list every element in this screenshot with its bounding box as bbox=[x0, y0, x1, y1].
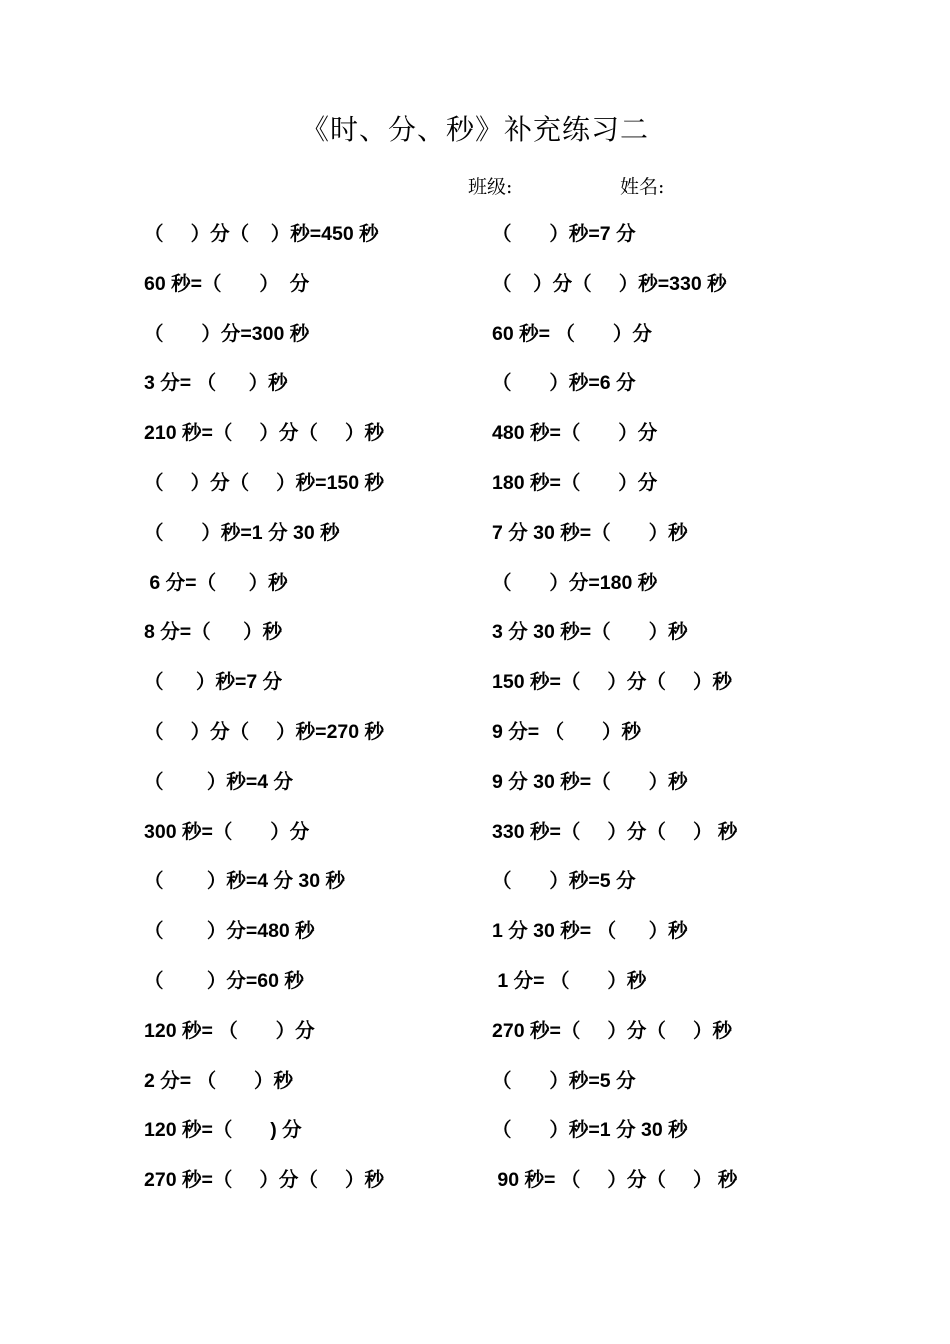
exercise-right: 60 秒= （ ）分 bbox=[492, 322, 652, 345]
exercise-left: （ ）分=60 秒 bbox=[144, 969, 304, 992]
exercise-left: 2 分= （ ）秒 bbox=[144, 1069, 293, 1092]
exercise-right: 90 秒= （ ）分（ ） 秒 bbox=[492, 1169, 738, 1192]
exercise-row bbox=[0, 856, 950, 906]
exercise-right: （ ）秒=6 分 bbox=[492, 372, 636, 395]
exercise-right: 1 分 30 秒= （ ）秒 bbox=[492, 920, 688, 943]
exercise-right: （ ）分=180 秒 bbox=[492, 571, 658, 594]
exercise-row bbox=[0, 408, 950, 458]
exercise-left: （ ）秒=1 分 30 秒 bbox=[144, 521, 340, 544]
exercise-right: （ ）秒=7 分 bbox=[492, 223, 636, 245]
exercise-row bbox=[0, 558, 950, 608]
exercise-row bbox=[0, 309, 950, 359]
exercise-row bbox=[0, 1105, 950, 1155]
exercise-right: 150 秒=（ ）分（ ）秒 bbox=[492, 671, 733, 694]
exercise-right: 270 秒=（ ）分（ ）秒 bbox=[492, 1019, 733, 1042]
exercise-row bbox=[0, 807, 950, 857]
exercise-left: 300 秒=（ ）分 bbox=[144, 820, 310, 843]
exercise-left: 120 秒= （ ）分 bbox=[144, 1019, 315, 1042]
exercise-right: 480 秒=（ ）分 bbox=[492, 422, 658, 445]
exercise-right: 180 秒=（ ）分 bbox=[492, 471, 658, 494]
exercise-list bbox=[0, 209, 950, 1205]
exercise-left: 60 秒=（ ） 分 bbox=[144, 272, 310, 295]
exercise-row bbox=[0, 1056, 950, 1106]
exercise-row bbox=[0, 607, 950, 657]
exercise-row bbox=[0, 358, 950, 408]
exercise-right: （ ）秒=1 分 30 秒 bbox=[492, 1119, 688, 1142]
exercise-right: 9 分 30 秒=（ ）秒 bbox=[492, 770, 688, 793]
class-label: 班级: bbox=[468, 176, 513, 198]
exercise-left: （ ）分=480 秒 bbox=[144, 920, 315, 943]
exercise-left: 120 秒=（ ) 分 bbox=[144, 1119, 302, 1142]
page-title: 《时、分、秒》补充练习二 bbox=[300, 113, 649, 146]
name-label: 姓名: bbox=[620, 176, 665, 198]
exercise-row bbox=[0, 458, 950, 508]
exercise-row bbox=[0, 707, 950, 757]
exercise-left: （ ）秒=7 分 bbox=[144, 671, 283, 694]
exercise-left: 270 秒=（ ）分（ ）秒 bbox=[144, 1169, 385, 1192]
exercise-row bbox=[0, 209, 950, 259]
exercise-left: 210 秒=（ ）分（ ）秒 bbox=[144, 422, 385, 445]
exercise-right: 330 秒=（ ）分（ ） 秒 bbox=[492, 820, 738, 843]
exercise-right: 7 分 30 秒=（ ）秒 bbox=[492, 521, 688, 544]
exercise-right: （ ）分（ ）秒=330 秒 bbox=[492, 272, 727, 295]
exercise-right: 1 分= （ ）秒 bbox=[492, 969, 647, 992]
exercise-row bbox=[0, 1155, 950, 1205]
exercise-row bbox=[0, 259, 950, 309]
exercise-right: 3 分 30 秒=（ ）秒 bbox=[492, 621, 688, 644]
exercise-left: （ ）秒=4 分 bbox=[144, 770, 293, 793]
exercise-right: 9 分= （ ）秒 bbox=[492, 720, 641, 743]
exercise-left: （ ）分（ ）秒=270 秒 bbox=[144, 720, 385, 743]
exercise-left: （ ）分=300 秒 bbox=[144, 322, 310, 345]
exercise-left: 8 分=（ ）秒 bbox=[144, 621, 283, 644]
exercise-left: 3 分= （ ）秒 bbox=[144, 372, 288, 395]
exercise-row bbox=[0, 906, 950, 956]
exercise-row bbox=[0, 1006, 950, 1056]
exercise-row bbox=[0, 508, 950, 558]
exercise-left: （ ）分（ ）秒=450 秒 bbox=[144, 223, 379, 245]
exercise-left: （ ）秒=4 分 30 秒 bbox=[144, 870, 346, 893]
exercise-row bbox=[0, 657, 950, 707]
exercise-row bbox=[0, 956, 950, 1006]
exercise-left: （ ）分（ ）秒=150 秒 bbox=[144, 471, 385, 494]
exercise-left: 6 分=（ ）秒 bbox=[144, 571, 288, 594]
exercise-right: （ ）秒=5 分 bbox=[492, 1069, 636, 1092]
exercise-row bbox=[0, 757, 950, 807]
exercise-right: （ ）秒=5 分 bbox=[492, 870, 636, 893]
